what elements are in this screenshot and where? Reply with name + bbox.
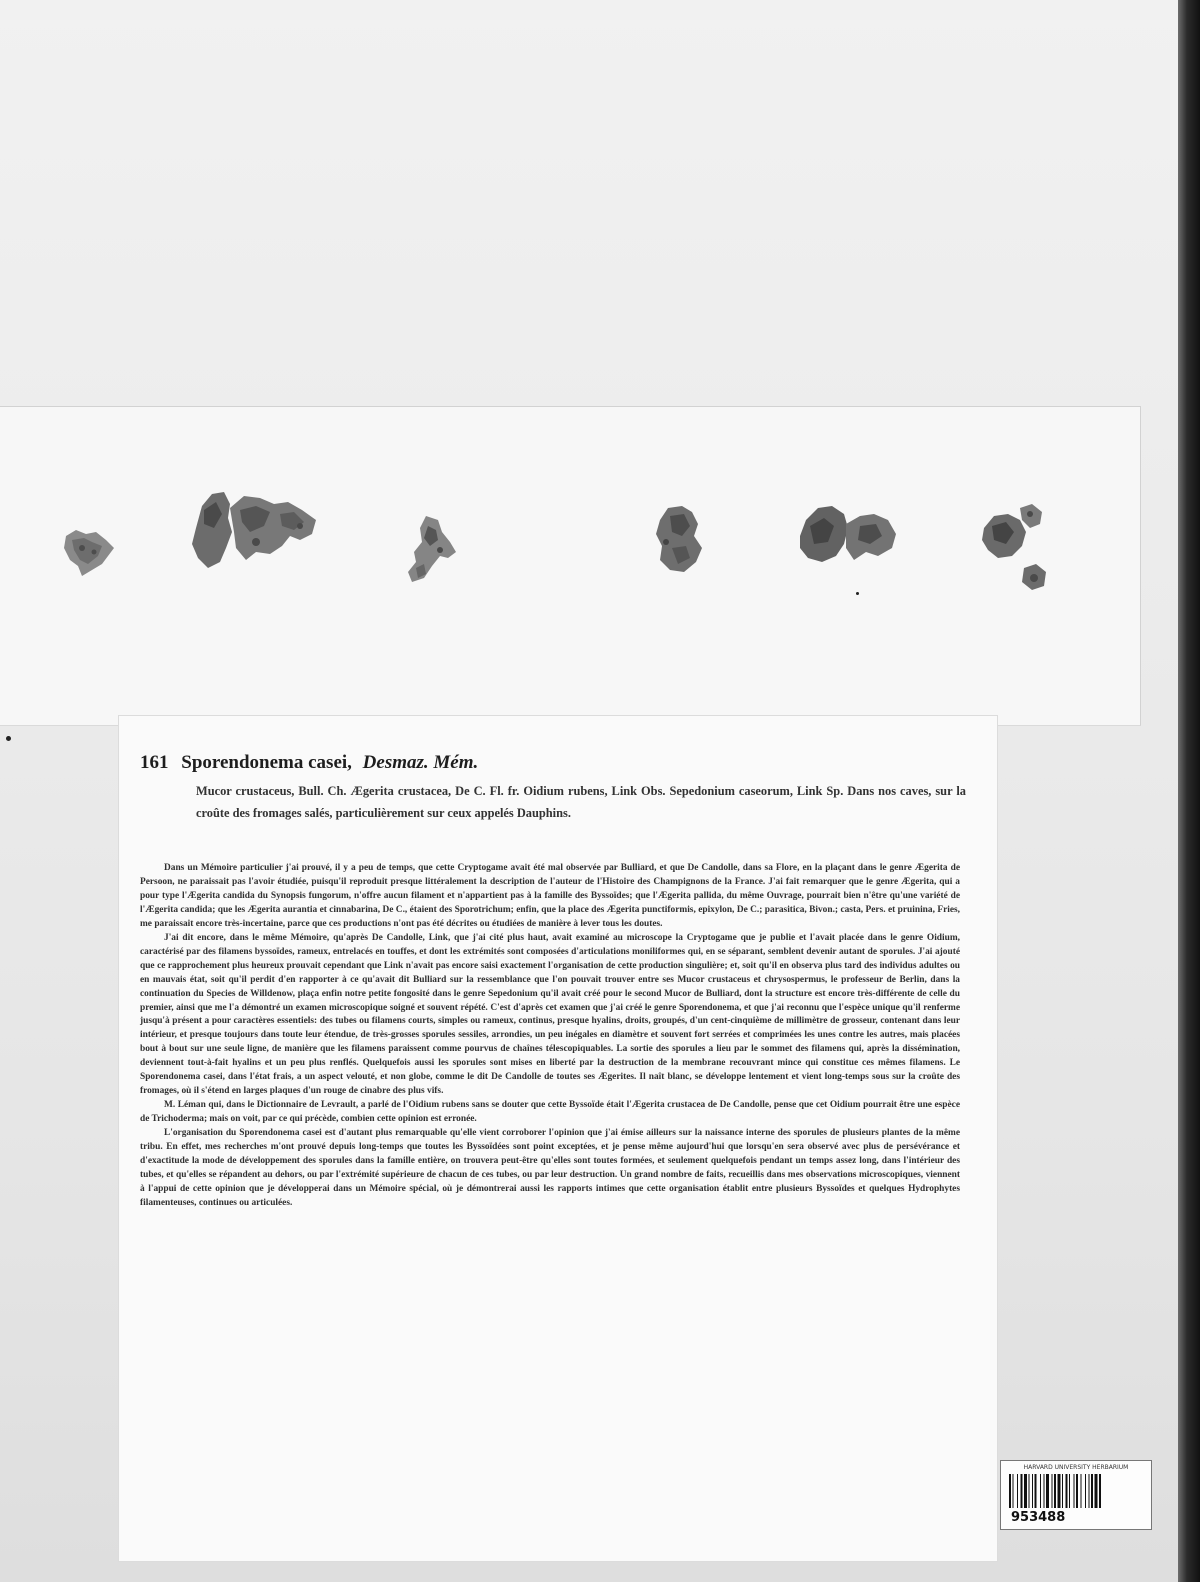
barcode-bar — [1024, 1474, 1027, 1508]
species-name: Sporendonema casei, — [181, 752, 352, 773]
barcode-bar — [1009, 1474, 1011, 1508]
barcode-bar — [1052, 1474, 1053, 1508]
label-paragraph: Dans un Mémoire particulier j'ai prouvé, il y a peu de temps, que cette Cryptogame avait été mal observée par Bulliard, et que De Candolle, dans sa Flore, en la plaçant dans le genre Ægerita de Persoon, ne paraissait pas l'avoir étudiée, puisqu'il reproduit presque littéralement la description de l'auteur de l'Histoire des Champignons de la France. J'ai fait remarquer que le genre Ægerita, qui a pour type l'Ægerita candida du Synopsis fungorum, n'offre aucun filament et n'appartient pas à la famille des Byssoïdes; que l'Ægerita pallida, du même Ouvrage, pourrait bien n'être qu'une variété de l'Ægerita candida; que les Ægerita aurantia et cinnabarina, De C., étaient des Sporotrichum; enfin, que la place des Ægerita punctiformis, epixylon, De C.; parasitica, Bivon.; casta, Pers. et pruinina, Fries, me paraissait encore très-incertaine, parce que ces productions n'ont pas été décrites ou étudiées de manière à lever tous les doutes. — [140, 863, 960, 929]
label-body — [140, 862, 960, 1211]
barcode-number: 953488 — [1011, 1510, 1066, 1525]
ink-speck — [856, 592, 859, 595]
barcode-bar — [1081, 1474, 1082, 1508]
synonymy-text: Mucor crustaceus, Bull. Ch. Ægerita crustacea, De C. Fl. fr. Oidium rubens, Link Obs. Sepedonium caseorum, Link Sp. Dans nos caves, sur la croûte des fromages salés, particulièrement sur ceux appelés Dauphins. — [196, 784, 966, 820]
barcode-bar — [1076, 1474, 1078, 1508]
barcode-bar — [1091, 1474, 1093, 1508]
barcode-bar — [1035, 1474, 1037, 1508]
label-paragraph: M. Léman qui, dans le Dictionnaire de Levrault, a parlé de l'Oidium rubens sans se douter que cette Byssoïde était l'Ægerita crustacea de De Candolle, pense que cet Oidium pourrait être une espèce de Trichoderma; mais on voit, par ce qui précède, combien cette opinion est erronée. — [140, 1100, 960, 1125]
specimen-fragment-icon — [62, 526, 118, 580]
barcode-bar — [1058, 1474, 1061, 1508]
barcode-bar — [1029, 1474, 1030, 1508]
species-authority: Desmaz. Mém. — [362, 752, 479, 773]
label-paragraph: L'organisation du Sporendonema casei est d'autant plus remarquable qu'elle vient corroborer l'opinion que j'ai émise ailleurs sur la naissance interne des sporules de plusieurs plantes de la même tribu. En effet, mes recherches m'ont prouvé depuis long-temps que toutes les Byssoïdées sont point exceptées, et je pense même aujourd'hui que lorsqu'en sera observé avec plus de persévérance et d'exactitude la mode de développement des sporules dans la famille entière, on trouvera peut-être qu'elles sont toutes formées, et seulement quelquefois pendant un temps assez long, dans l'intérieur des tubes, et qu'elles se répandent au dehors, ou par l'extrémité supérieure de chacun de ces tubes, ou par leur destruction. Un grand nombre de faits, recueillis dans mes observations microscopiques, viennent à l'appui de cette opinion que je développerai dans un Mémoire spécial, où je démontrerai aussi les rapports intimes que cette organisation établit entre plusieurs Byssoïdes et quelques Hydrophytes filamenteuses, continues ou articulées. — [140, 1128, 960, 1208]
barcode-bar — [1099, 1474, 1101, 1508]
barcode-bar — [1074, 1474, 1075, 1508]
sheet-edge — [1178, 0, 1200, 1582]
barcode-label — [1000, 1460, 1152, 1530]
barcode-caption: HARVARD UNIVERSITY HERBARIUM — [1023, 1464, 1129, 1471]
barcode-bar — [1062, 1474, 1063, 1508]
specimen-fragment-icon — [796, 500, 900, 570]
barcode-bar — [1021, 1474, 1023, 1508]
specimen-fragment-icon — [402, 512, 460, 586]
specimen-fragment-icon — [980, 502, 1050, 594]
barcode-bar — [1095, 1474, 1098, 1508]
barcode-bar — [1054, 1474, 1056, 1508]
species-heading — [140, 752, 980, 774]
barcode-bar — [1013, 1474, 1014, 1508]
barcode-bar — [1046, 1474, 1049, 1508]
barcode-bar — [1085, 1474, 1086, 1508]
exsiccata-number: 161 — [140, 752, 169, 773]
barcode-bar — [1069, 1474, 1070, 1508]
ink-speck — [6, 736, 11, 741]
barcode-bar — [1017, 1474, 1018, 1508]
specimen-packet — [0, 406, 1141, 726]
barcode-bar — [1044, 1474, 1045, 1508]
specimen-fragment-icon — [648, 502, 708, 576]
barcode-bar — [1066, 1474, 1068, 1508]
label-paragraph: J'ai dit encore, dans le même Mémoire, qu'après De Candolle, Link, que j'ai cité plus haut, avait examiné au microscope la Cryptogame que je publie et l'avait placée dans le genre Oidium, caractérisé par des filamens byssoïdes, rameux, entrelacés en touffes, et dont les extrémités sont composées d'articulations moniliformes qui, en se séparant, semblent devenir autant de sporules. J'ai ajouté que ce rapprochement plus heureux prouvait cependant que Link n'avait pas encore saisi exactement l'organisation de cette production singulière; et, soit qu'il en observa plus tard des individus adultes ou en mauvais état, soit qu'il perdit d'en rapporter à ce qu'avait dit Bulliard sur la ressemblance que l'on pouvait trouver entre ses Mucor crustaceus et chrysospermus, le professeur de Berlin, dans la continuation du Species de Willdenow, plaça enfin notre petite fongosité dans le genre Sepedonium qu'il avait créé pour le second Mucor de Bulliard, dont la structure est encore très-différente de celle du premier, ainsi que me l'a démontré un examen microscopique soigné et souvent répété. C'est d'après cet examen que j'ai créé le genre Sporendonema, et que j'ai reconnu que l'espèce unique qu'il renferme jusqu'à présent a pour caractères essentiels: des tubes ou filamens courts, simples ou rameux, continus, presque hyalins, droits, groupés, d'un cent-cinquième de millimètre de grosseur, contenant dans leur intérieur, et presque toujours dans toute leur étendue, de très-grosses sporules sessiles, arrondies, un peu inégales en diamètre et souvent fort serrées et comprimées les unes contre les autres, mais placées bout à bout sur une seule ligne, de manière que les filamens paraissent comme pourvus de chaînes télescopiquables. La sortie des sporules a lieu par le sommet des filamens qui, après la dissémination, deviennent tout-à-fait hyalins et un peu plus renflés. Quelquefois aussi les sporules sont mises en liberté par la destruction de la membrane recouvrant mince qui constitue ces mêmes filamens. Le Sporendonema casei, dans l'état frais, a un aspect velouté, et non globe, comme le dit De Candolle de toutes ses Ægerites. Il naît blanc, se développe lentement et vient long-temps sous sur la croûte des fromages, où il s'étend en larges plaques d'un rouge de cinabre des plus vifs. — [140, 932, 960, 1097]
barcode-bar — [1089, 1474, 1090, 1508]
barcode-bar — [1032, 1474, 1033, 1508]
barcode-bar — [1040, 1474, 1041, 1508]
specimen-fragment-icon — [190, 488, 322, 572]
barcode-icon — [1009, 1474, 1143, 1508]
